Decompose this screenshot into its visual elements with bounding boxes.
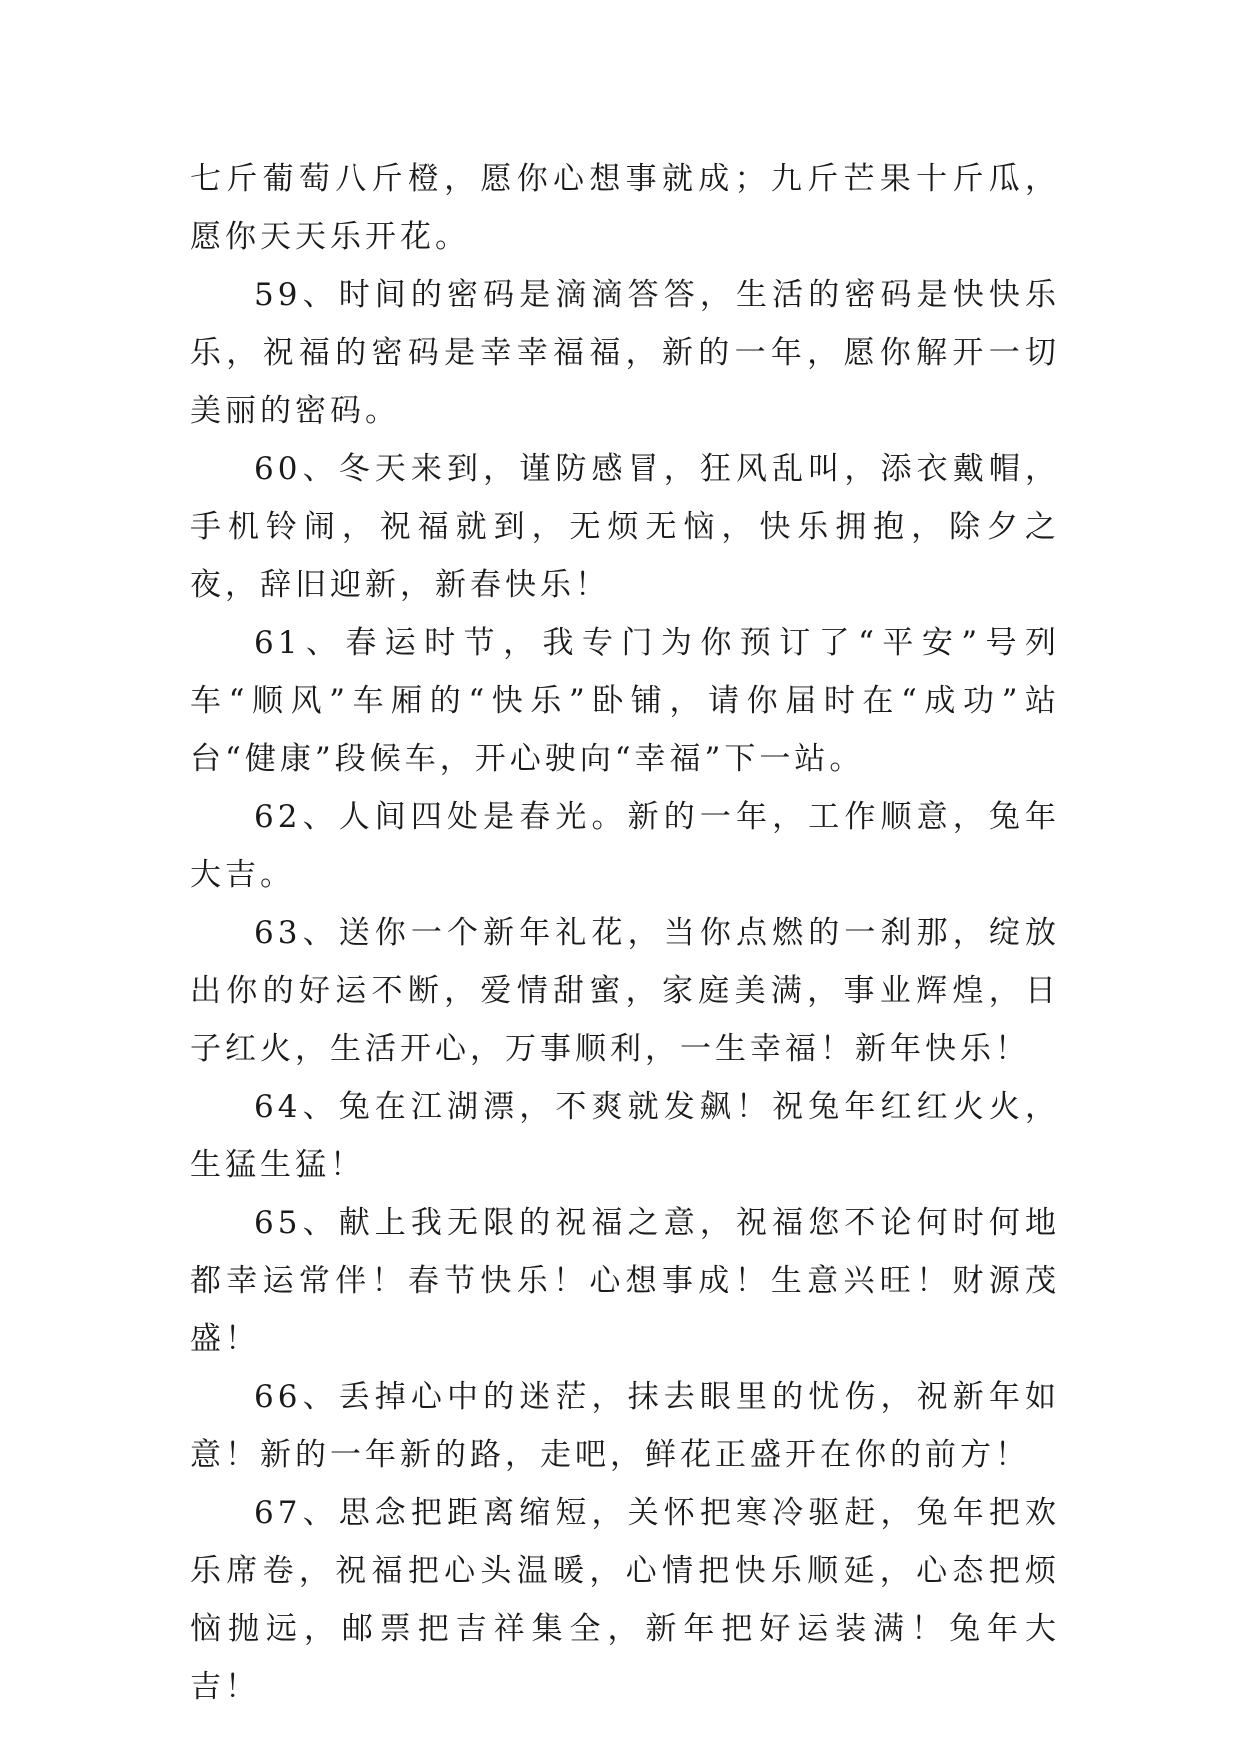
paragraph-65: 65、献上我无限的祝福之意，祝福您不论何时何地都幸运常伴！春节快乐！心想事成！生意兴旺！财源茂盛！: [190, 1205, 1060, 1357]
paragraph-63: 63、送你一个新年礼花，当你点燃的一刹那，绽放出你的好运不断，爱情甜蜜，家庭美满，事业辉煌，日子红火，生活开心，万事顺利，一生幸福！新年快乐！: [190, 915, 1060, 1067]
paragraph-61: 61、春运时节，我专门为你预订了“平安”号列车“顺风”车厢的“快乐”卧铺，请你届时在“成功”站台“健康”段候车，开心驶向“幸福”下一站。: [190, 625, 1060, 777]
document-body: [190, 150, 1060, 1716]
paragraph-66: 66、丢掉心中的迷茫，抹去眼里的忧伤，祝新年如意！新的一年新的路，走吧，鲜花正盛开在你的前方！: [190, 1379, 1060, 1473]
paragraph-62: 62、人间四处是春光。新的一年，工作顺意，兔年大吉。: [190, 799, 1060, 893]
paragraph-58-continuation: 七斤葡萄八斤橙，愿你心想事就成；九斤芒果十斤瓜，愿你天天乐开花。: [190, 161, 1060, 255]
paragraph-67: 67、思念把距离缩短，关怀把寒冷驱赶，兔年把欢乐席卷，祝福把心头温暖，心情把快乐顺延，心态把烦恼抛远，邮票把吉祥集全，新年把好运装满！兔年大吉！: [190, 1495, 1060, 1705]
paragraph-64: 64、兔在江湖漂，不爽就发飙！祝兔年红红火火，生猛生猛！: [190, 1089, 1060, 1183]
paragraph-60: 60、冬天来到，谨防感冒，狂风乱叫，添衣戴帽，手机铃闹，祝福就到，无烦无恼，快乐拥抱，除夕之夜，辞旧迎新，新春快乐！: [190, 451, 1060, 603]
paragraph-59: 59、时间的密码是滴滴答答，生活的密码是快快乐乐，祝福的密码是幸幸福福，新的一年，愿你解开一切美丽的密码。: [190, 277, 1060, 429]
